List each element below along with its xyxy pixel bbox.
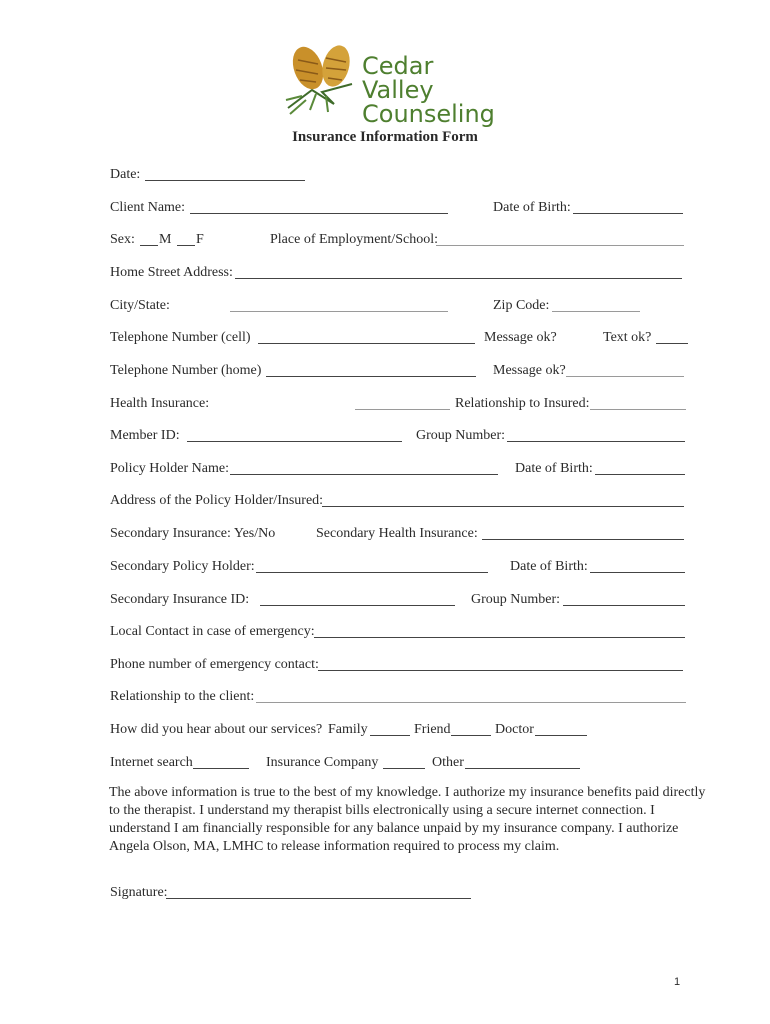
doctor-field[interactable]	[535, 735, 587, 736]
city-state-field[interactable]	[230, 311, 448, 312]
signature-label: Signature:	[110, 885, 168, 900]
member-id-field[interactable]	[187, 441, 402, 442]
dob-label-2: Date of Birth:	[515, 461, 593, 476]
policy-address-label: Address of the Policy Holder/Insured:	[110, 493, 324, 508]
phone-cell-field[interactable]	[258, 343, 475, 344]
page-number: 1	[674, 976, 681, 988]
pinecone-icon	[282, 40, 362, 120]
employment-label: Place of Employment/School:	[270, 232, 438, 247]
local-contact-label: Local Contact in case of emergency:	[110, 624, 315, 639]
authorization-text: The above information is true to the best of my knowledge. I authorize my insurance benefits paid directly to the therapist. I understand my therapist bills electronically using a secure internet connection. I understand I am financially responsible for any balance unpaid by my insurance company. I authorize Angela Olson, MA, LMHC to release information required to process my claim.	[109, 785, 706, 854]
relationship-insured-label: Relationship to Insured:	[455, 396, 590, 411]
phone-home-field[interactable]	[266, 376, 476, 377]
policy-address-field[interactable]	[322, 506, 684, 507]
friend-label: Friend	[414, 722, 451, 737]
family-label: Family	[328, 722, 368, 737]
zip-label: Zip Code:	[493, 298, 550, 313]
other-field[interactable]	[465, 768, 580, 769]
relationship-client-field[interactable]	[256, 702, 686, 703]
client-name-field[interactable]	[190, 213, 448, 214]
dob-label-1: Date of Birth:	[493, 200, 571, 215]
relationship-insured-field[interactable]	[590, 409, 686, 410]
secondary-holder-field[interactable]	[256, 572, 488, 573]
doctor-label: Doctor	[495, 722, 534, 737]
other-label: Other	[432, 755, 464, 770]
dob-field-1[interactable]	[573, 213, 683, 214]
health-insurance-field[interactable]	[355, 409, 450, 410]
policy-holder-field[interactable]	[230, 474, 498, 475]
emergency-phone-label: Phone number of emergency contact:	[110, 657, 319, 672]
hear-about-label: How did you hear about our services?	[110, 722, 323, 737]
text-ok-label: Text ok?	[603, 330, 652, 345]
sex-f-label: F	[196, 232, 204, 247]
dob-field-2[interactable]	[595, 474, 685, 475]
insurance-company-field[interactable]	[383, 768, 425, 769]
secondary-health-label: Secondary Health Insurance:	[316, 526, 478, 541]
dob-field-3[interactable]	[590, 572, 685, 573]
secondary-yes-no-label: Secondary Insurance: Yes/No	[110, 526, 276, 541]
phone-cell-label: Telephone Number (cell)	[110, 330, 251, 345]
logo-line-1: Cedar Valley	[362, 52, 434, 104]
message-ok-field-2[interactable]	[566, 376, 684, 377]
group-number-label-2: Group Number:	[471, 592, 561, 607]
group-number-field-2[interactable]	[563, 605, 685, 606]
relationship-client-label: Relationship to the client:	[110, 689, 255, 704]
signature-field[interactable]	[166, 898, 471, 899]
sex-f-blank[interactable]	[177, 245, 195, 246]
cedar-valley-logo	[282, 40, 512, 128]
form-title: Insurance Information Form	[292, 129, 478, 145]
internet-label: Internet search	[110, 755, 193, 770]
policy-holder-label: Policy Holder Name:	[110, 461, 229, 476]
sex-m-label: M	[159, 232, 172, 247]
zip-field[interactable]	[552, 311, 640, 312]
message-ok-label-2: Message ok?	[493, 363, 566, 378]
health-insurance-label: Health Insurance:	[110, 396, 210, 411]
emergency-phone-field[interactable]	[318, 670, 683, 671]
employment-field[interactable]	[436, 245, 684, 246]
member-id-label: Member ID:	[110, 428, 180, 443]
message-ok-label-1: Message ok?	[484, 330, 557, 345]
secondary-health-field[interactable]	[482, 539, 684, 540]
dob-label-3: Date of Birth:	[510, 559, 588, 574]
group-number-label-1: Group Number:	[416, 428, 506, 443]
secondary-id-label: Secondary Insurance ID:	[110, 592, 250, 607]
internet-field[interactable]	[193, 768, 249, 769]
home-address-label: Home Street Address:	[110, 265, 233, 280]
family-field[interactable]	[370, 735, 410, 736]
client-name-label: Client Name:	[110, 200, 186, 215]
secondary-id-field[interactable]	[260, 605, 455, 606]
city-state-label: City/State:	[110, 298, 170, 313]
group-number-field-1[interactable]	[507, 441, 685, 442]
date-field[interactable]	[145, 180, 305, 181]
logo-line-2: Counseling	[362, 100, 495, 128]
sex-label: Sex:	[110, 232, 135, 247]
local-contact-field[interactable]	[314, 637, 685, 638]
friend-field[interactable]	[451, 735, 491, 736]
secondary-holder-label: Secondary Policy Holder:	[110, 559, 255, 574]
insurance-company-label: Insurance Company	[266, 755, 379, 770]
logo-text	[362, 54, 512, 126]
home-address-field[interactable]	[235, 278, 682, 279]
text-ok-field[interactable]	[656, 343, 688, 344]
date-label: Date:	[110, 167, 141, 182]
phone-home-label: Telephone Number (home)	[110, 363, 262, 378]
sex-m-blank[interactable]	[140, 245, 158, 246]
